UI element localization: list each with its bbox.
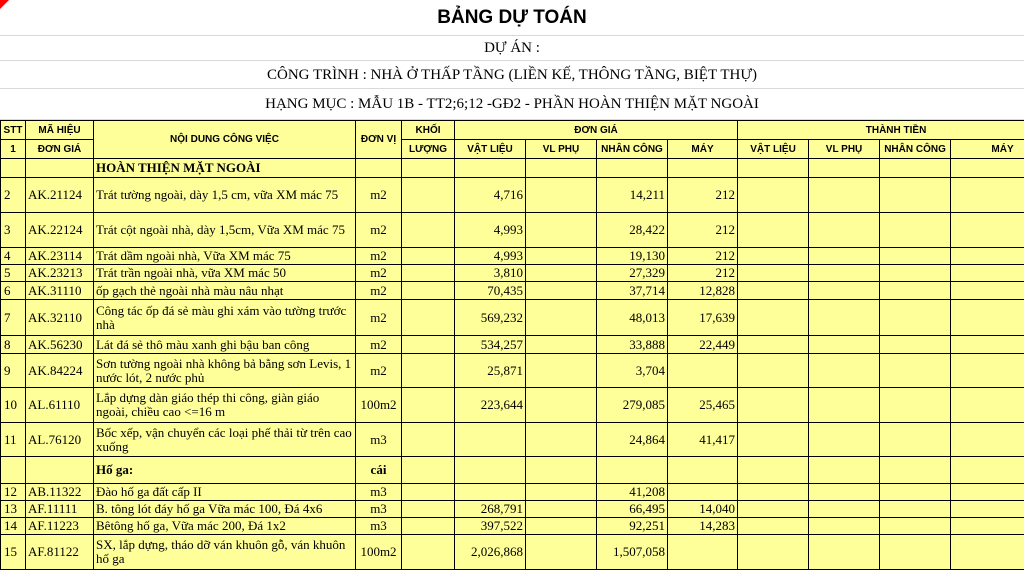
row-total-material[interactable] [738, 213, 809, 248]
row-price-labor[interactable]: 19,130 [597, 248, 668, 265]
table-body [1, 159, 1024, 570]
row-price-material[interactable]: 223,644 [455, 388, 526, 423]
row-code[interactable]: AF.11111 [26, 501, 94, 518]
row-price-machine[interactable]: 212 [668, 265, 738, 282]
row-total-labor[interactable] [880, 265, 951, 282]
table-row [1, 265, 1024, 282]
row-description[interactable]: Đào hố ga đất cấp II [94, 484, 356, 501]
row-description[interactable]: Hố ga: [94, 457, 356, 484]
header-row-1 [1, 121, 1024, 140]
row-stt[interactable]: 5 [1, 265, 26, 282]
row-total-aux[interactable] [809, 423, 880, 457]
header-total-aux: VL PHỤ [809, 140, 880, 159]
row-description[interactable]: Lắp dựng dàn giáo thép thi công, giàn giáo ngoài, chiều cao <=16 m [94, 388, 356, 423]
row-price-aux[interactable] [526, 518, 597, 535]
row-description[interactable]: Bốc xếp, vận chuyển các loại phế thải từ trên cao xuống [94, 423, 356, 457]
row-total-aux[interactable] [809, 178, 880, 213]
row-stt[interactable]: 13 [1, 501, 26, 518]
table-row [1, 300, 1024, 336]
row-stt[interactable]: 10 [1, 388, 26, 423]
row-code[interactable]: AK.22124 [26, 213, 94, 248]
row-quantity[interactable] [402, 336, 455, 354]
row-description[interactable]: B. tông lót đáy hố ga Vữa mác 100, Đá 4x6 [94, 501, 356, 518]
row-total-aux[interactable] [809, 457, 880, 484]
row-total-material[interactable] [738, 336, 809, 354]
row-total-material[interactable] [738, 300, 809, 336]
row-total-machine[interactable] [951, 423, 1024, 457]
row-price-machine[interactable]: 212 [668, 178, 738, 213]
row-code[interactable]: AL.76120 [26, 423, 94, 457]
row-price-aux[interactable] [526, 213, 597, 248]
row-unit[interactable]: cái [356, 457, 402, 484]
row-total-aux[interactable] [809, 354, 880, 388]
row-total-machine[interactable] [951, 282, 1024, 300]
row-price-labor[interactable]: 66,495 [597, 501, 668, 518]
row-code[interactable]: AF.11223 [26, 518, 94, 535]
row-price-labor[interactable] [597, 159, 668, 178]
row-total-material[interactable] [738, 484, 809, 501]
header-stt-index: 1 [1, 140, 26, 159]
row-price-machine[interactable]: 14,040 [668, 501, 738, 518]
row-price-machine[interactable] [668, 535, 738, 570]
row-price-labor[interactable]: 3,704 [597, 354, 668, 388]
row-code[interactable]: AK.21124 [26, 178, 94, 213]
row-description[interactable]: Trát tường ngoài, dày 1,5 cm, vữa XM mác 75 [94, 178, 356, 213]
row-total-machine[interactable] [951, 213, 1024, 248]
row-total-labor[interactable] [880, 213, 951, 248]
row-price-material[interactable]: 4,993 [455, 213, 526, 248]
row-quantity[interactable] [402, 484, 455, 501]
table-row [1, 518, 1024, 535]
header-unit-price: ĐƠN GIÁ [455, 121, 738, 140]
row-total-material[interactable] [738, 535, 809, 570]
row-price-material[interactable]: 534,257 [455, 336, 526, 354]
row-total-aux[interactable] [809, 336, 880, 354]
row-total-material[interactable] [738, 501, 809, 518]
row-quantity[interactable] [402, 354, 455, 388]
row-price-labor[interactable]: 28,422 [597, 213, 668, 248]
row-price-material[interactable]: 70,435 [455, 282, 526, 300]
row-price-aux[interactable] [526, 423, 597, 457]
row-total-machine[interactable] [951, 535, 1024, 570]
row-total-labor[interactable] [880, 178, 951, 213]
header-stt: STT [1, 121, 26, 140]
row-total-labor[interactable] [880, 501, 951, 518]
row-quantity[interactable] [402, 159, 455, 178]
row-total-material[interactable] [738, 518, 809, 535]
row-price-labor[interactable]: 48,013 [597, 300, 668, 336]
row-total-machine[interactable] [951, 248, 1024, 265]
row-total-labor[interactable] [880, 282, 951, 300]
table-row [1, 535, 1024, 570]
row-price-labor[interactable]: 14,211 [597, 178, 668, 213]
row-price-labor[interactable]: 279,085 [597, 388, 668, 423]
row-price-machine[interactable]: 14,283 [668, 518, 738, 535]
row-unit[interactable]: m3 [356, 484, 402, 501]
row-total-machine[interactable] [951, 518, 1024, 535]
row-quantity[interactable] [402, 501, 455, 518]
row-price-material[interactable]: 569,232 [455, 300, 526, 336]
table-row [1, 501, 1024, 518]
row-stt[interactable] [1, 457, 26, 484]
table-row [1, 282, 1024, 300]
row-total-aux[interactable] [809, 282, 880, 300]
row-description[interactable]: SX, lắp dựng, tháo dỡ ván khuôn gỗ, ván khuôn hố ga [94, 535, 356, 570]
table-row [1, 248, 1024, 265]
row-total-material[interactable] [738, 388, 809, 423]
row-unit[interactable]: m2 [356, 354, 402, 388]
row-stt[interactable]: 9 [1, 354, 26, 388]
row-total-aux[interactable] [809, 501, 880, 518]
table-row [1, 178, 1024, 213]
row-unit[interactable]: m2 [356, 282, 402, 300]
row-price-aux[interactable] [526, 388, 597, 423]
row-total-labor[interactable] [880, 159, 951, 178]
row-unit[interactable]: m2 [356, 300, 402, 336]
row-price-machine[interactable]: 212 [668, 248, 738, 265]
row-description[interactable]: Bêtông hố ga, Vữa mác 200, Đá 1x2 [94, 518, 356, 535]
row-price-labor[interactable]: 33,888 [597, 336, 668, 354]
row-price-material[interactable]: 4,993 [455, 248, 526, 265]
row-total-aux[interactable] [809, 213, 880, 248]
row-total-material[interactable] [738, 282, 809, 300]
row-price-material[interactable]: 2,026,868 [455, 535, 526, 570]
row-total-aux[interactable] [809, 265, 880, 282]
construction-line: CÔNG TRÌNH : NHÀ Ở THẤP TẦNG (LIỀN KẾ, THÔNG TẦNG, BIỆT THỰ) [0, 61, 1024, 89]
row-code[interactable]: AB.11322 [26, 484, 94, 501]
row-total-labor[interactable] [880, 388, 951, 423]
row-unit[interactable]: m3 [356, 423, 402, 457]
row-total-aux[interactable] [809, 535, 880, 570]
project-line: DỰ ÁN : [0, 36, 1024, 61]
row-quantity[interactable] [402, 457, 455, 484]
row-price-machine[interactable]: 212 [668, 213, 738, 248]
row-stt[interactable]: 12 [1, 484, 26, 501]
row-stt[interactable]: 4 [1, 248, 26, 265]
row-total-aux[interactable] [809, 388, 880, 423]
header-price-aux: VL PHỤ [526, 140, 597, 159]
row-price-labor[interactable]: 24,864 [597, 423, 668, 457]
row-total-machine[interactable] [951, 354, 1024, 388]
row-quantity[interactable] [402, 300, 455, 336]
row-quantity[interactable] [402, 535, 455, 570]
row-price-aux[interactable] [526, 159, 597, 178]
row-quantity[interactable] [402, 178, 455, 213]
row-description[interactable]: ốp gạch thẻ ngoài nhà màu nâu nhạt [94, 282, 356, 300]
header-qty-sub: LƯỢNG [402, 140, 455, 159]
row-price-material[interactable] [455, 457, 526, 484]
row-price-labor[interactable]: 27,329 [597, 265, 668, 282]
row-code[interactable] [26, 159, 94, 178]
row-description[interactable]: Công tác ốp đá sẻ màu ghi xám vào tường trước nhà [94, 300, 356, 336]
header-content: NỘI DUNG CÔNG VIỆC [94, 121, 356, 159]
row-total-labor[interactable] [880, 336, 951, 354]
row-quantity[interactable] [402, 248, 455, 265]
row-code[interactable]: AK.23114 [26, 248, 94, 265]
row-stt[interactable]: 8 [1, 336, 26, 354]
row-stt[interactable]: 2 [1, 178, 26, 213]
row-price-material[interactable] [455, 484, 526, 501]
row-price-aux[interactable] [526, 248, 597, 265]
row-quantity[interactable] [402, 282, 455, 300]
row-price-aux[interactable] [526, 265, 597, 282]
row-stt[interactable]: 11 [1, 423, 26, 457]
row-unit[interactable]: m3 [356, 518, 402, 535]
row-price-labor[interactable] [597, 457, 668, 484]
row-unit[interactable] [356, 159, 402, 178]
row-total-machine[interactable] [951, 300, 1024, 336]
row-code[interactable]: AF.81122 [26, 535, 94, 570]
row-code[interactable]: AK.31110 [26, 282, 94, 300]
row-total-machine[interactable] [951, 159, 1024, 178]
row-total-material[interactable] [738, 265, 809, 282]
header-total-material: VẬT LIỆU [738, 140, 809, 159]
row-price-aux[interactable] [526, 300, 597, 336]
row-code[interactable]: AK.32110 [26, 300, 94, 336]
row-unit[interactable]: m3 [356, 501, 402, 518]
row-stt[interactable]: 15 [1, 535, 26, 570]
row-price-labor[interactable]: 41,208 [597, 484, 668, 501]
row-total-labor[interactable] [880, 457, 951, 484]
row-total-labor[interactable] [880, 248, 951, 265]
row-total-labor[interactable] [880, 484, 951, 501]
header-unit: ĐƠN VỊ [356, 121, 402, 159]
row-price-material[interactable] [455, 159, 526, 178]
row-price-machine[interactable]: 22,449 [668, 336, 738, 354]
row-price-machine[interactable] [668, 484, 738, 501]
header-total-labor: NHÂN CÔNG [880, 140, 951, 159]
category-line: HẠNG MỤC : MẪU 1B - TT2;6;12 -GĐ2 - PHẦN HOÀN THIỆN MẶT NGOÀI [0, 89, 1024, 120]
row-total-labor[interactable] [880, 423, 951, 457]
row-total-material[interactable] [738, 457, 809, 484]
row-price-machine[interactable]: 12,828 [668, 282, 738, 300]
row-price-machine[interactable] [668, 159, 738, 178]
row-total-labor[interactable] [880, 518, 951, 535]
row-code[interactable]: AK.84224 [26, 354, 94, 388]
header-total-machine: MÁY [951, 140, 1024, 159]
row-price-aux[interactable] [526, 501, 597, 518]
row-total-machine[interactable] [951, 501, 1024, 518]
row-unit[interactable]: 100m2 [356, 535, 402, 570]
row-description[interactable]: Trát cột ngoài nhà, dày 1,5cm, Vữa XM mác 75 [94, 213, 356, 248]
row-stt[interactable] [1, 159, 26, 178]
header-price-labor: NHÂN CÔNG [597, 140, 668, 159]
row-total-machine[interactable] [951, 336, 1024, 354]
table-row [1, 336, 1024, 354]
row-total-labor[interactable] [880, 354, 951, 388]
estimate-table [0, 120, 1024, 570]
row-price-machine[interactable] [668, 354, 738, 388]
header-total: THÀNH TIỀN [738, 121, 1024, 140]
sheet-title: BẢNG DỰ TOÁN [0, 0, 1024, 36]
row-quantity[interactable] [402, 213, 455, 248]
row-quantity[interactable] [402, 265, 455, 282]
row-price-material[interactable]: 268,791 [455, 501, 526, 518]
row-code[interactable]: AK.56230 [26, 336, 94, 354]
header-qty: KHỐI [402, 121, 455, 140]
row-total-material[interactable] [738, 159, 809, 178]
row-quantity[interactable] [402, 423, 455, 457]
row-unit[interactable]: m2 [356, 248, 402, 265]
row-unit[interactable]: m2 [356, 178, 402, 213]
row-description[interactable]: Lát đá sẻ thô màu xanh ghi bậu ban công [94, 336, 356, 354]
row-price-machine[interactable]: 25,465 [668, 388, 738, 423]
row-unit[interactable]: 100m2 [356, 388, 402, 423]
table-row [1, 423, 1024, 457]
row-code[interactable]: AK.23213 [26, 265, 94, 282]
row-stt[interactable]: 14 [1, 518, 26, 535]
row-price-labor[interactable]: 1,507,058 [597, 535, 668, 570]
section-row [1, 159, 1024, 178]
row-unit[interactable]: m2 [356, 336, 402, 354]
row-description[interactable]: Trát trần ngoài nhà, vữa XM mác 50 [94, 265, 356, 282]
header-price-material: VẬT LIỆU [455, 140, 526, 159]
row-price-labor[interactable]: 92,251 [597, 518, 668, 535]
row-stt[interactable]: 6 [1, 282, 26, 300]
row-price-machine[interactable] [668, 457, 738, 484]
row-price-material[interactable]: 4,716 [455, 178, 526, 213]
row-price-labor[interactable]: 37,714 [597, 282, 668, 300]
row-total-machine[interactable] [951, 178, 1024, 213]
row-total-labor[interactable] [880, 535, 951, 570]
row-total-aux[interactable] [809, 159, 880, 178]
row-stt[interactable]: 7 [1, 300, 26, 336]
row-price-aux[interactable] [526, 484, 597, 501]
row-price-material[interactable]: 3,810 [455, 265, 526, 282]
row-description[interactable]: Trát dầm ngoài nhà, Vữa XM mác 75 [94, 248, 356, 265]
row-total-aux[interactable] [809, 518, 880, 535]
row-code[interactable]: AL.61110 [26, 388, 94, 423]
row-price-aux[interactable] [526, 336, 597, 354]
row-price-aux[interactable] [526, 282, 597, 300]
row-quantity[interactable] [402, 388, 455, 423]
row-unit[interactable]: m2 [356, 265, 402, 282]
row-total-machine[interactable] [951, 457, 1024, 484]
row-total-machine[interactable] [951, 388, 1024, 423]
header-price-machine: MÁY [668, 140, 738, 159]
row-stt[interactable]: 3 [1, 213, 26, 248]
row-total-material[interactable] [738, 248, 809, 265]
row-price-material[interactable]: 25,871 [455, 354, 526, 388]
row-total-labor[interactable] [880, 300, 951, 336]
row-total-aux[interactable] [809, 484, 880, 501]
row-total-machine[interactable] [951, 484, 1024, 501]
row-quantity[interactable] [402, 518, 455, 535]
row-price-machine[interactable]: 41,417 [668, 423, 738, 457]
row-code[interactable] [26, 457, 94, 484]
row-price-aux[interactable] [526, 535, 597, 570]
table-row [1, 484, 1024, 501]
section-row [1, 457, 1024, 484]
row-price-aux[interactable] [526, 354, 597, 388]
table-row [1, 388, 1024, 423]
row-unit[interactable]: m2 [356, 213, 402, 248]
row-total-material[interactable] [738, 178, 809, 213]
row-price-machine[interactable]: 17,639 [668, 300, 738, 336]
row-description[interactable]: Sơn tường ngoài nhà không bả bằng sơn Levis, 1 nước lót, 2 nước phủ [94, 354, 356, 388]
table-row [1, 213, 1024, 248]
row-price-material[interactable]: 397,522 [455, 518, 526, 535]
row-price-aux[interactable] [526, 457, 597, 484]
row-total-material[interactable] [738, 423, 809, 457]
row-total-machine[interactable] [951, 265, 1024, 282]
row-total-aux[interactable] [809, 248, 880, 265]
header-code-sub: ĐƠN GIÁ [26, 140, 94, 159]
row-total-aux[interactable] [809, 300, 880, 336]
header-code: MÃ HIỆU [26, 121, 94, 140]
row-total-material[interactable] [738, 354, 809, 388]
row-price-aux[interactable] [526, 178, 597, 213]
row-description[interactable]: HOÀN THIỆN MẶT NGOÀI [94, 159, 356, 178]
table-row [1, 354, 1024, 388]
row-price-material[interactable] [455, 423, 526, 457]
